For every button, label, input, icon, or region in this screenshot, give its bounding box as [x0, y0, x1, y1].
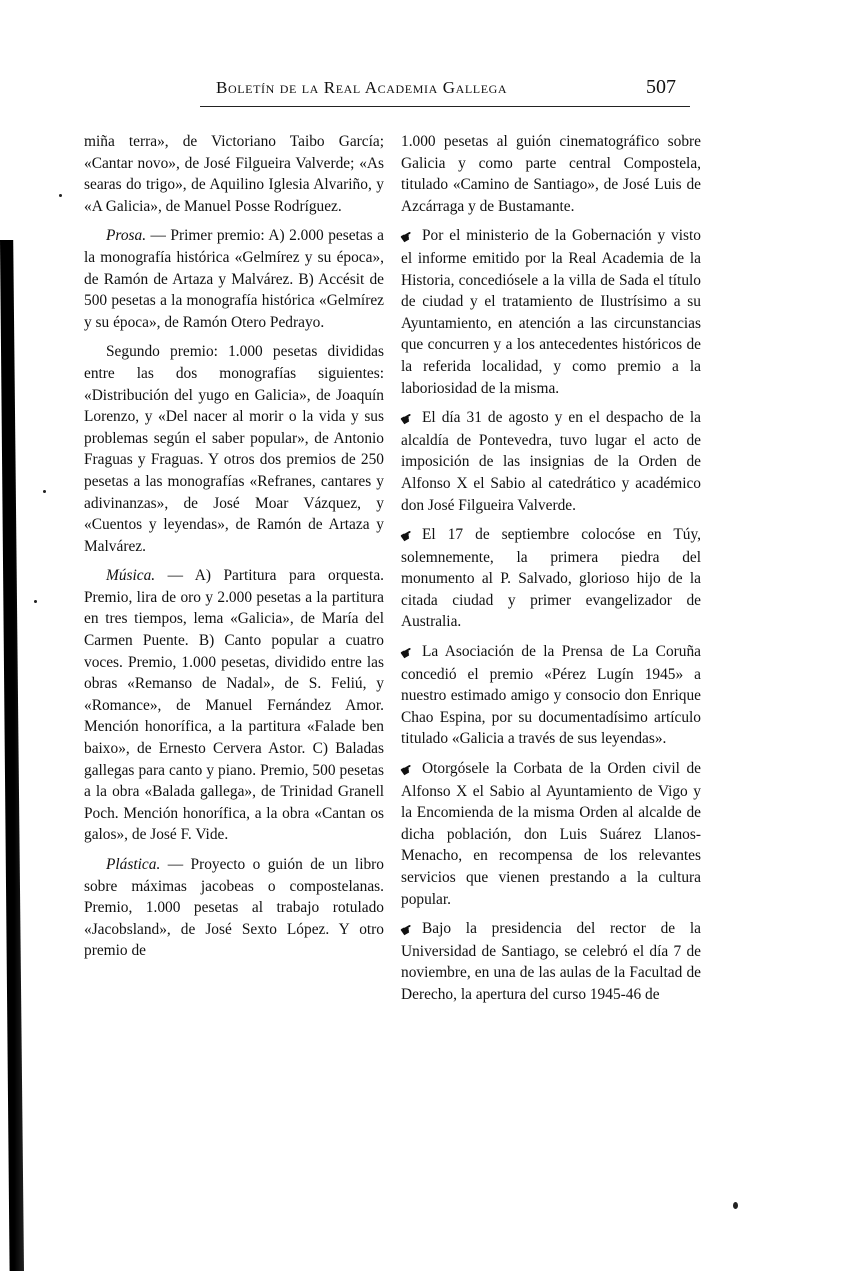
- running-header: [200, 76, 690, 106]
- section-lead-musica: Música.: [106, 567, 156, 585]
- paragraph-text: 1.000 pesetas al guión cinematográfico sobre Galicia y como parte central Compostela, titulado «Camino de Santiago», de José Luis de Azcárraga y de Bustamante.: [401, 133, 701, 215]
- section-lead-prosa: Prosa.: [106, 227, 147, 245]
- paragraph-plastica-continuation: [401, 131, 701, 217]
- paragraph-text: — Primer premio: A) 2.000 pesetas a la monografía histórica «Gelmírez y su época», de Ramón de Artaza y Malvárez. B) Accésit de 500 pesetas a la monografía histórica «Gelmírez y su época», de Ramón Otero Pedrayo.: [84, 227, 384, 331]
- book-binding-edge: [0, 240, 24, 1271]
- news-item-pontevedra: [398, 407, 701, 516]
- paragraph-text: — A) Partitura para orquesta. Premio, lira de oro y 2.000 pesetas a la partitura en tres tiempos, lema «Galicia», de María del Carmen Puente. B) Canto popular a cuatro voces. Premio, 1.000 pesetas, dividido entre las obras «Remanso de Nadal», de S. Feliú, y «Romance», de Manuel Fernández Amor. Mención honorífica, a la partitura «Falade ben baixo», de Ernesto Cervera Astor. C) Baladas gallegas para canto y piano. Premio, 500 pesetas a la obra «Balada gallega», de Trinidad Granell Poch. Mención honorífica, a la obra «Cantan os galos», de José F. Vide.: [84, 567, 384, 844]
- header-rule: [200, 106, 690, 107]
- paragraph-text: Bajo la presidencia del rector de la Universidad de Santiago, se celebró el día 7 de noviembre, en una de las aulas de la Facultad de Derecho, la apertura del curso 1945-46 de: [401, 920, 701, 1003]
- pointing-hand-ornament-icon: ☛: [398, 410, 417, 430]
- news-item-vigo: [398, 758, 701, 910]
- journal-title: Boletín de la Real Academia Gallega: [216, 78, 508, 97]
- paragraph-text: miña terra», de Victoriano Taibo García; «Cantar novo», de José Filgueira Valverde; «As searas do trigo», de Aquilino Iglesia Alvariño, y «A Galicia», de Manuel Posse Rodríguez.: [84, 133, 384, 215]
- right-column: [398, 131, 701, 1014]
- pointing-hand-ornament-icon: ☛: [398, 527, 417, 547]
- left-column: [84, 131, 384, 970]
- paragraph-text: El día 31 de agosto y en el despacho de la alcaldía de Pontevedra, tuvo lugar el acto de imposición de las insignias de la Orden de Alfonso X el Sabio al catedrático y académico don José Filgueira Valverde.: [401, 409, 701, 514]
- pointing-hand-ornament-icon: ☛: [398, 921, 417, 941]
- scan-speck: [59, 194, 62, 197]
- pointing-hand-ornament-icon: ☛: [398, 644, 417, 664]
- scan-speck: [34, 600, 37, 603]
- news-item-sada: [398, 225, 701, 399]
- pointing-hand-ornament-icon: ☛: [398, 761, 417, 781]
- paragraph-plastica: [84, 854, 384, 962]
- paragraph-text: Otorgósele la Corbata de la Orden civil de Alfonso X el Sabio al Ayuntamiento de Vigo y la Encomienda de la misma Orden al alcalde de dicha población, don Luis Suárez Llanos-Menacho, en recompensa de los relevantes servicios que vienen prestando a la cultura popular.: [401, 760, 701, 908]
- paragraph-text: — Proyecto o guión de un libro sobre máximas jacobeas o compostelanas. Premio, 1.000 pesetas al trabajo rotulado «Jacobsland», de José Sexto López. Y otro premio de: [84, 856, 384, 960]
- paragraph-segundo-premio: [84, 341, 384, 557]
- page-number: 507: [646, 76, 676, 98]
- section-lead-plastica: Plástica.: [106, 856, 161, 873]
- paragraph-poetry-continuation: [84, 131, 384, 217]
- pointing-hand-ornament-icon: ☛: [398, 228, 417, 248]
- scan-speck: [733, 1202, 738, 1209]
- paragraph-text: La Asociación de la Prensa de La Coruña concedió el premio «Pérez Lugín 1945» a nuestro estimado amigo y consocio don Enrique Chao Espina, por su documentadísimo artículo titulado «Galicia a través de sus leyendas».: [401, 643, 701, 748]
- news-item-prensa-coruna: [398, 641, 701, 750]
- paragraph-text: Segundo premio: 1.000 pesetas divididas entre las dos monografías siguientes: «Distribución del yugo en Galicia», de Joaquín Lorenzo, y «Del nacer al morir o la vida y sus problemas según el saber popular», de Antonio Fraguas y Fraguas. Y otros dos premios de 250 pesetas a las monografías «Refranes, cantares y adivinanzas», de José Moar Vázquez, y «Cuentos y leyendas», de Ramón de Artaza y Malvárez.: [84, 343, 384, 555]
- paragraph-musica: [84, 565, 384, 846]
- news-item-tuy: [398, 524, 701, 633]
- paragraph-prosa: [84, 225, 384, 333]
- paragraph-text: El 17 de septiembre colocóse en Túy, solemnemente, la primera piedra del monumento al P. Salvado, glorioso hijo de la citada ciudad y primer evangelizador de Australia.: [401, 526, 701, 631]
- scan-speck: [43, 490, 46, 493]
- paragraph-text: Por el ministerio de la Gobernación y visto el informe emitido por la Real Academia de la Historia, concediósele a la villa de Sada el título de ciudad y el tratamiento de Ilustrísimo a su Ayuntamiento, en atención a las circunstancias que concurren y a los antecedentes históricos de la referida localidad, y como premio a la laboriosidad de la misma.: [401, 227, 701, 397]
- news-item-universidad: [398, 918, 701, 1005]
